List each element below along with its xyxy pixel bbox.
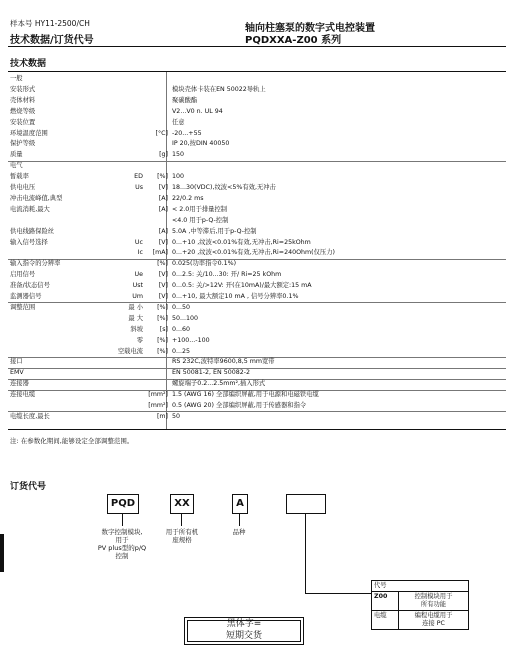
tech-row bbox=[10, 303, 506, 313]
option-desc: 控制模块用于 所有功能 bbox=[399, 592, 469, 611]
connector-line-option-vertical bbox=[305, 514, 306, 594]
tech-row-symbol: 零 bbox=[136, 336, 143, 344]
tech-row bbox=[10, 238, 506, 248]
tech-row-symbol: 斜坡 bbox=[130, 325, 143, 333]
tech-row-unit: [m] bbox=[156, 412, 168, 420]
tech-row-label: 安装形式 bbox=[10, 85, 36, 93]
tech-row-symbol: Ic bbox=[137, 249, 143, 257]
tech-row-value: 0...25 bbox=[172, 347, 191, 355]
tech-row bbox=[10, 412, 506, 422]
tech-top-rule bbox=[8, 71, 506, 72]
tech-row-label: 质量 bbox=[10, 151, 23, 159]
tech-row bbox=[10, 205, 506, 215]
tech-row-unit: [%] bbox=[157, 347, 168, 355]
tech-row-label: 接口 bbox=[10, 358, 23, 366]
tech-row-value: <4.0 用于p-Q-控制 bbox=[172, 216, 229, 224]
tech-row-value: 0...+10 ,纹波<0.01%有效,无冲击,Ri=25kOhm bbox=[172, 238, 311, 246]
right-subtitle: PQDXXA-Z00 系列 bbox=[245, 35, 342, 46]
tech-row bbox=[10, 314, 506, 324]
tech-row-unit: [V] bbox=[158, 238, 168, 246]
tech-row bbox=[10, 379, 506, 389]
tech-bottom-rule bbox=[8, 429, 506, 430]
tech-row bbox=[10, 281, 506, 291]
tech-row-value: 5.0A ,中等滞后,用于p-Q-控制 bbox=[172, 227, 257, 235]
tech-row-value: 50...100 bbox=[172, 314, 199, 322]
options-table-header: 代号 bbox=[372, 581, 469, 592]
tech-row-unit: [°C] bbox=[155, 129, 168, 137]
connector-line-pqd bbox=[122, 514, 123, 526]
caption-a-text: 品种 bbox=[232, 528, 246, 536]
tech-row-value: V2...V0 n. UL 94 bbox=[172, 107, 223, 115]
tech-row-value: 150 bbox=[172, 151, 185, 159]
tech-row-value: 模块壳体卡装在EN 50022导轨上 bbox=[172, 85, 266, 93]
tech-row bbox=[10, 368, 506, 378]
connector-line-a bbox=[239, 514, 240, 526]
tech-row-label: 供电电压 bbox=[10, 184, 36, 191]
tech-row bbox=[10, 107, 506, 117]
tech-row bbox=[10, 161, 506, 171]
tech-row bbox=[10, 194, 506, 204]
short-delivery-stamp bbox=[184, 617, 304, 645]
tech-row bbox=[10, 390, 506, 400]
tech-row-unit: [mm²] bbox=[148, 402, 168, 409]
tech-row bbox=[10, 325, 506, 335]
tech-row-unit: [%] bbox=[157, 173, 168, 181]
caption-pqd bbox=[84, 528, 160, 560]
tech-row-symbol: Ust bbox=[132, 282, 143, 290]
tech-row-unit: [A] bbox=[158, 227, 168, 235]
tech-row-label: 冲击电流峰值,典型 bbox=[10, 194, 63, 202]
tech-row-value: 100 bbox=[172, 173, 185, 181]
tech-row bbox=[10, 227, 506, 237]
tech-row bbox=[10, 401, 506, 411]
tech-row-unit: [mA] bbox=[152, 249, 168, 257]
tech-row-label: 监测器信号 bbox=[10, 293, 42, 300]
tech-row-label: 环境温度范围 bbox=[10, 129, 48, 137]
stamp-line-1: 黑体字= bbox=[226, 619, 262, 629]
code-box-option bbox=[286, 494, 326, 514]
tech-row-label: 电流消耗,最大 bbox=[10, 205, 50, 213]
tech-row bbox=[10, 259, 506, 269]
left-title: 技术数据/订货代号 bbox=[10, 35, 94, 46]
tech-row-unit: [mm²] bbox=[148, 391, 168, 399]
tech-note: 注: 在参数化期间,能够设定全部调整范围。 bbox=[10, 437, 134, 445]
tech-row-value: +100...-100 bbox=[172, 336, 210, 344]
tech-row-label: 壳体材料 bbox=[10, 96, 36, 104]
tech-row-unit: [V] bbox=[158, 293, 168, 300]
tech-row-symbol: 最 大 bbox=[128, 314, 143, 322]
tech-row bbox=[10, 336, 506, 346]
tech-row-label: EMV bbox=[10, 369, 24, 377]
tech-row-value: 0...+20 ,纹波<0.01%有效,无冲击,Ri=240Ohm(仅压力) bbox=[172, 249, 335, 257]
tech-row bbox=[10, 248, 506, 258]
code-box-pqd: PQD bbox=[107, 494, 139, 514]
header-rule bbox=[8, 46, 506, 47]
tech-row-label: 调整范围 bbox=[10, 303, 36, 311]
connector-line-option-horizontal bbox=[305, 593, 371, 594]
tech-row-unit: [V] bbox=[158, 282, 168, 290]
options-table-header-row bbox=[372, 581, 469, 592]
tech-row bbox=[10, 139, 506, 149]
code-box-xx: XX bbox=[170, 494, 194, 514]
tech-row-unit: [%] bbox=[157, 260, 168, 268]
tech-row-value: 0...60 bbox=[172, 325, 191, 333]
tech-row-label: 输入信号选择 bbox=[10, 238, 48, 246]
caption-xx-text: 用于所有机 座规格 bbox=[165, 528, 199, 544]
tech-row bbox=[10, 183, 506, 193]
tech-row-unit: [A] bbox=[158, 205, 168, 213]
tech-row bbox=[10, 347, 506, 357]
tech-row-value: 22/0.2 ms bbox=[172, 194, 204, 202]
tech-section-title: 技术数据 bbox=[10, 59, 47, 69]
tech-row-value: 0...50 bbox=[172, 303, 191, 311]
options-table-row bbox=[372, 611, 469, 630]
tech-row bbox=[10, 118, 506, 128]
tech-row bbox=[10, 270, 506, 280]
tech-row-value: 0...0.5: 关/>12V: 开(在10mA)/最大额定:15 mA bbox=[172, 282, 312, 290]
tech-row-value: RS 232C,波特率9600,8,5 mm宽带 bbox=[172, 358, 275, 366]
tech-row bbox=[10, 150, 506, 160]
options-table-row bbox=[372, 592, 469, 611]
tech-row bbox=[10, 216, 506, 226]
tech-row-symbol: 最 小 bbox=[128, 303, 143, 311]
tech-row-label: 电气 bbox=[10, 162, 23, 170]
tech-row-value: 0...2.5: 关/10...30: 开/ Ri=25 kOhm bbox=[172, 271, 282, 279]
tech-row-label: 保护等级 bbox=[10, 140, 36, 148]
tech-row-value: 任意 bbox=[172, 118, 185, 126]
tech-row-unit: [%] bbox=[157, 336, 168, 344]
tech-row bbox=[10, 85, 506, 95]
tech-row-value: 0.025(功率指令0.1%) bbox=[172, 260, 237, 268]
order-section-title: 订货代号 bbox=[10, 482, 47, 492]
tech-row-value: 聚碳酸酯 bbox=[172, 96, 198, 104]
tech-row-value: IP 20,按DIN 40050 bbox=[172, 140, 230, 148]
page-edge-tab bbox=[0, 534, 4, 572]
tech-row-symbol: Um bbox=[132, 293, 143, 300]
catalog-number: 样本号 HY11-2500/CH bbox=[10, 19, 90, 28]
tech-row-label: 燃烧等级 bbox=[10, 107, 36, 115]
tech-row-value: EN 50081-2, EN 50082-2 bbox=[172, 369, 251, 377]
tech-row-value: 1.5 (AWG 16) 全部编织屏蔽,用于电源和电磁铁电缆 bbox=[172, 391, 319, 399]
options-table bbox=[371, 580, 469, 630]
tech-row-value: 50 bbox=[172, 412, 181, 420]
tech-row-label: 连接电缆 bbox=[10, 391, 36, 399]
tech-row-unit: [%] bbox=[157, 314, 168, 322]
caption-pqd-text: 数字控制模块, 用于 PV plus型的p/Q 控制 bbox=[97, 528, 147, 560]
tech-row-symbol: Uc bbox=[134, 238, 143, 246]
tech-row-unit: [%] bbox=[157, 303, 168, 311]
tech-row-unit: [A] bbox=[158, 194, 168, 202]
option-desc: 编程电缆用于 连接 PC bbox=[399, 611, 469, 630]
tech-row-unit: [V] bbox=[158, 271, 168, 279]
tech-row-unit: [V] bbox=[158, 184, 168, 191]
tech-row-symbol: Us bbox=[135, 184, 143, 191]
tech-row-label: 供电线路保险丝 bbox=[10, 227, 55, 235]
tech-row-value: -20...+55 bbox=[172, 129, 202, 137]
tech-row-label: 输入指令的分辨率 bbox=[10, 260, 61, 268]
right-title: 轴向柱塞泵的数字式电控装置 bbox=[245, 23, 375, 34]
tech-row-value: 18...30(VDC),纹波<5%有效,无冲击 bbox=[172, 184, 276, 191]
tech-row-value: 螺旋端子0.2...2.5mm²,插入形式 bbox=[172, 380, 266, 388]
tech-row-label: 连接器 bbox=[10, 380, 29, 388]
tech-row-value: < 2.0用于排量控制 bbox=[172, 205, 228, 213]
tech-row-label: 安装位置 bbox=[10, 118, 36, 126]
tech-row bbox=[10, 172, 506, 182]
tech-row-symbol: ED bbox=[134, 173, 143, 181]
tech-row-label: 电缆长度,最长 bbox=[10, 412, 50, 420]
tech-row-unit: [g] bbox=[159, 151, 168, 159]
option-code: 电缆 bbox=[372, 611, 399, 630]
tech-row bbox=[10, 96, 506, 106]
caption-xx bbox=[156, 528, 208, 544]
tech-row-label: 准备/状态信号 bbox=[10, 282, 50, 290]
stamp-line-2: 短期交货 bbox=[225, 631, 262, 641]
tech-row-label: 暂载率 bbox=[10, 173, 29, 181]
tech-row-value: 0.5 (AWG 20) 全部编织屏蔽,用于传感器和指令 bbox=[172, 402, 307, 409]
connector-line-xx bbox=[181, 514, 182, 526]
option-code: Z00 bbox=[372, 592, 399, 611]
tech-row-label: 一般 bbox=[10, 75, 23, 82]
tech-row bbox=[10, 292, 506, 302]
tech-row bbox=[10, 74, 506, 84]
tech-row bbox=[10, 129, 506, 139]
code-box-a: A bbox=[232, 494, 248, 514]
tech-row-unit: [s] bbox=[159, 325, 168, 333]
tech-row-symbol: Ue bbox=[134, 271, 143, 279]
caption-a bbox=[222, 528, 256, 536]
tech-row-symbol: 空载电流 bbox=[117, 347, 143, 355]
tech-row bbox=[10, 357, 506, 367]
tech-row-label: 启用信号 bbox=[10, 271, 36, 279]
tech-row-value: 0...+10, 最大额定10 mA , 信号分辨率0.1% bbox=[172, 293, 299, 300]
